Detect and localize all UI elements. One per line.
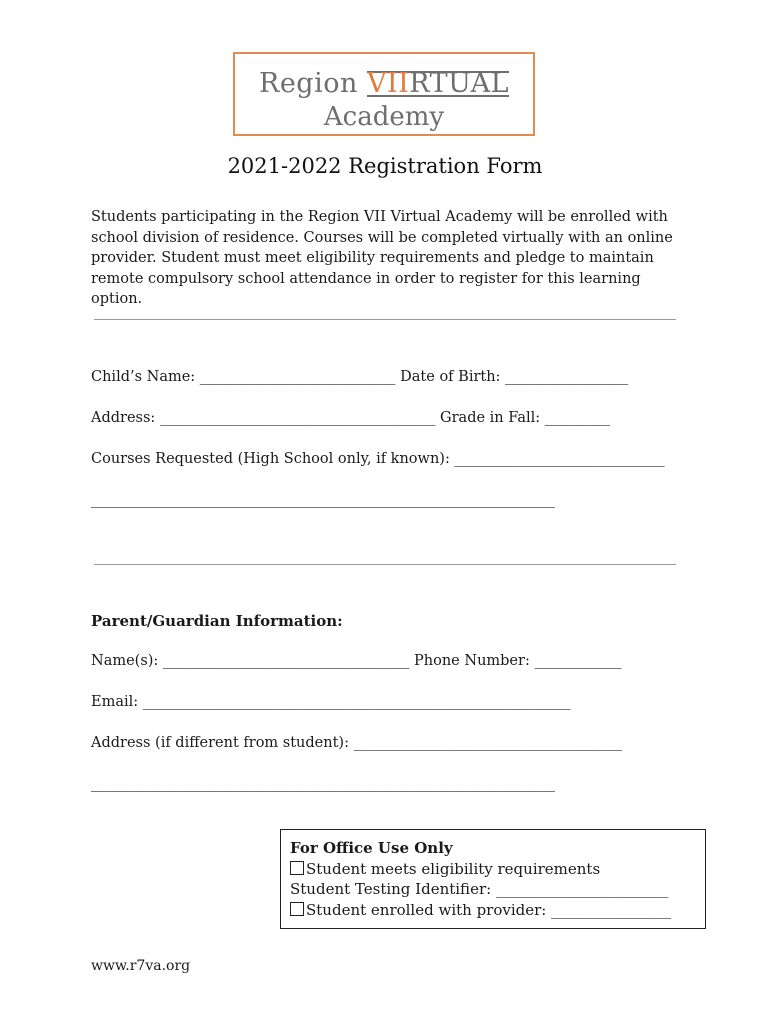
parent-address-field[interactable]: Address (if different from student): _____________________________________ [91,735,622,751]
enrolled-checkbox[interactable] [290,902,304,916]
parent-email-field[interactable]: Email: ___________________________________________________________ [91,694,571,710]
courses-continuation-line[interactable]: ________________________________________________________________ [91,492,555,508]
parent-info-heading: Parent/Guardian Information: [91,612,343,630]
parent-address-continuation-line[interactable]: ________________________________________________________________ [91,776,555,792]
form-title: 2021-2022 Registration Form [227,154,543,178]
courses-requested-field[interactable]: Courses Requested (High School only, if known): _____________________________ [91,451,665,467]
enrolled-row [290,900,696,921]
eligibility-row [290,859,696,880]
section-divider-middle [94,564,676,565]
logo-vii-text: VII [366,68,410,99]
child-name-dob-field[interactable]: Child’s Name: ___________________________ Date of Birth: _________________ [91,369,629,385]
eligibility-label: Student meets eligibility requirements [306,859,601,878]
section-divider-top [94,319,676,320]
office-use-box [280,829,706,929]
logo-region-text: Region [258,68,367,99]
intro-paragraph: Students participating in the Region VII Virtual Academy will be enrolled with school division of residence. Courses will be completed virtually with an online provider. Student must meet eligibility requirements and pledge to maintain remote compulsory school attendance in order to register for this learning option. [91,209,673,307]
enrolled-label: Student enrolled with provider: ________________ [306,900,672,919]
academy-logo [233,52,535,136]
student-address-grade-field[interactable]: Address: ______________________________________ Grade in Fall: _________ [91,410,610,426]
eligibility-checkbox[interactable] [290,861,304,875]
office-use-heading: For Office Use Only [290,839,453,857]
testing-identifier-field[interactable]: Student Testing Identifier: _______________________ [290,880,669,898]
website-link[interactable]: www.r7va.org [91,958,191,974]
logo-wordmark [235,68,533,99]
parent-name-phone-field[interactable]: Name(s): __________________________________ Phone Number: ____________ [91,653,622,669]
logo-rtual-text: RTUAL [409,68,510,99]
logo-academy-text: Academy [323,102,445,132]
